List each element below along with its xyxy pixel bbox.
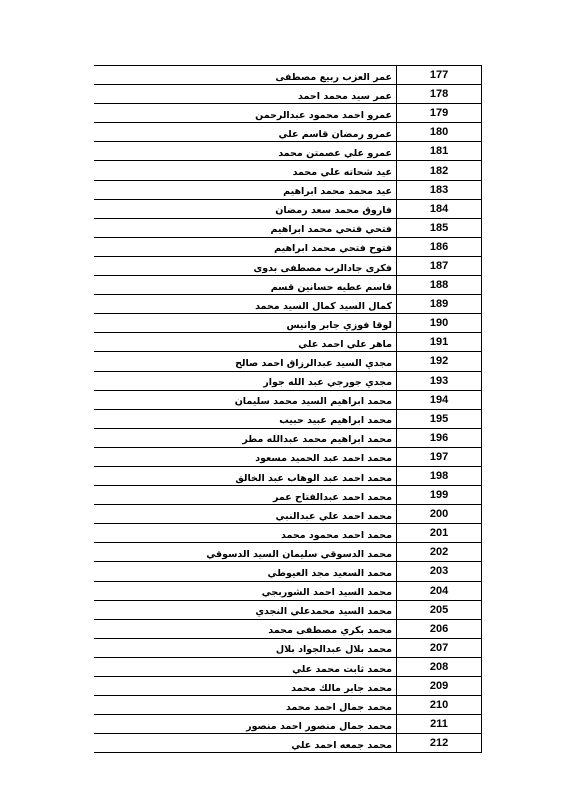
row-number: 203 — [396, 562, 481, 580]
table-row — [94, 543, 481, 562]
row-number: 189 — [396, 295, 481, 313]
row-number: 208 — [396, 658, 481, 676]
row-name: محمد احمد محمود محمد — [281, 529, 392, 541]
row-number: 201 — [396, 524, 481, 542]
row-name: ماهر علي احمد علي — [298, 338, 392, 350]
row-name: محمد ابراهيم عبيد حبيب — [279, 415, 392, 427]
row-number: 185 — [396, 219, 481, 237]
table-row — [94, 104, 481, 123]
row-number: 183 — [396, 181, 481, 199]
row-name: محمد ثابت محمد علي — [292, 663, 392, 675]
row-name: عيد شحاته علي محمد — [292, 167, 392, 179]
row-name: محمد احمد عبدالفتاح عمر — [272, 491, 392, 503]
row-name: لوقا فوزي جابر وانيس — [286, 319, 392, 331]
row-number: 193 — [396, 372, 481, 390]
table-row — [94, 238, 481, 257]
table-row — [94, 524, 481, 543]
row-name: محمد ابراهيم السيد محمد سليمان — [234, 396, 392, 408]
table-row — [94, 410, 481, 429]
table-row — [94, 123, 481, 142]
row-name: مجدي السيد عبدالرزاق احمد صالح — [235, 358, 392, 369]
row-name: قاسم عطيه حسانين قسم — [270, 281, 392, 293]
table-row — [94, 352, 481, 371]
table-row — [94, 257, 481, 276]
row-number: 206 — [396, 620, 481, 638]
row-number: 198 — [396, 467, 481, 485]
row-number: 200 — [396, 505, 481, 523]
row-number: 186 — [396, 238, 481, 256]
table-row — [94, 505, 481, 524]
row-name: عيد محمد محمد ابراهيم — [283, 186, 392, 198]
table-row — [94, 276, 481, 295]
table-row — [94, 734, 481, 752]
row-number: 184 — [396, 200, 481, 218]
row-name: فتوح فتحي محمد ابراهيم — [274, 243, 392, 255]
table-row — [94, 715, 481, 734]
row-name: محمد جابر مالك محمد — [291, 682, 392, 694]
row-number: 212 — [396, 734, 481, 752]
row-name: مجدي جورجي عبد الله جوار — [263, 377, 392, 389]
table-row — [94, 562, 481, 581]
row-number: 178 — [396, 85, 481, 103]
row-number: 192 — [396, 352, 481, 370]
table-row — [94, 467, 481, 486]
row-number: 195 — [396, 410, 481, 428]
row-number: 197 — [396, 448, 481, 466]
row-number: 205 — [396, 601, 481, 619]
table-row — [94, 66, 481, 85]
table-row — [94, 161, 481, 180]
row-number: 180 — [396, 123, 481, 141]
row-number: 179 — [396, 104, 481, 122]
row-name: فتحي فتحي محمد ابراهيم — [270, 224, 392, 236]
row-number: 181 — [396, 142, 481, 160]
row-name: محمد الدسوقي سليمان السيد الدسوقي — [206, 548, 392, 560]
table-row — [94, 486, 481, 505]
table-row — [94, 200, 481, 219]
table-row — [94, 677, 481, 696]
table-row — [94, 314, 481, 333]
row-number: 196 — [396, 429, 481, 447]
row-name: محمد احمد عبد الوهاب عبد الخالق — [235, 472, 392, 484]
row-name: محمد السيد احمد الشوربجي — [261, 587, 392, 599]
row-name: محمد جمال منصور احمد منصور — [246, 720, 392, 732]
row-name: فاروق محمد سعد رمضان — [275, 205, 392, 217]
table-row — [94, 391, 481, 410]
row-number: 188 — [396, 276, 481, 294]
row-number: 199 — [396, 486, 481, 504]
table-row — [94, 372, 481, 391]
row-number: 207 — [396, 639, 481, 657]
row-name: محمد بلال عبدالجواد بلال — [275, 644, 392, 656]
row-name: محمد جمال احمد محمد — [285, 701, 392, 713]
table-row — [94, 601, 481, 620]
row-number: 187 — [396, 257, 481, 275]
row-number: 204 — [396, 582, 481, 600]
table-row — [94, 85, 481, 104]
row-number: 182 — [396, 161, 481, 179]
table-row — [94, 639, 481, 658]
table-row — [94, 142, 481, 161]
table-row — [94, 448, 481, 467]
row-name: محمد جمعه احمد علي — [291, 739, 392, 751]
table-row — [94, 582, 481, 601]
row-name: كمال السيد كمال السيد محمد — [255, 300, 392, 312]
table-row — [94, 658, 481, 677]
row-number: 194 — [396, 391, 481, 409]
row-name: عمرو رمضان قاسم علي — [278, 128, 392, 140]
row-name: محمد احمد عبد الحميد مسعود — [255, 453, 392, 465]
names-table — [94, 65, 482, 753]
row-number: 177 — [396, 66, 481, 84]
row-name: عمرو احمد محمود عبدالرحمن — [255, 109, 392, 121]
row-number: 191 — [396, 333, 481, 351]
table-row — [94, 295, 481, 314]
row-name: محمد بكري مصطفى محمد — [268, 625, 392, 637]
table-row — [94, 429, 481, 448]
row-number: 210 — [396, 696, 481, 714]
table-row — [94, 696, 481, 715]
table-row — [94, 219, 481, 238]
row-number: 211 — [396, 715, 481, 733]
row-name: فكرى جادالرب مصطفى بدوى — [253, 262, 392, 274]
row-number: 202 — [396, 543, 481, 561]
table-row — [94, 620, 481, 639]
row-number: 209 — [396, 677, 481, 695]
table-row — [94, 333, 481, 352]
table-row — [94, 181, 481, 200]
row-name: عمر سيد محمد احمد — [298, 90, 392, 102]
row-name: محمد احمد علي عبدالنبي — [275, 510, 392, 522]
row-name: محمد ابراهيم محمد عبدالله مطر — [242, 434, 392, 446]
row-name: عمرو علي عصمتن محمد — [278, 147, 392, 159]
row-name: محمد السعيد مجد العيوطي — [267, 568, 392, 580]
row-number: 190 — [396, 314, 481, 332]
row-name: محمد السيد محمدعلي النجدي — [255, 606, 392, 618]
row-name: عمر العزب ربيع مصطفى — [275, 71, 392, 83]
